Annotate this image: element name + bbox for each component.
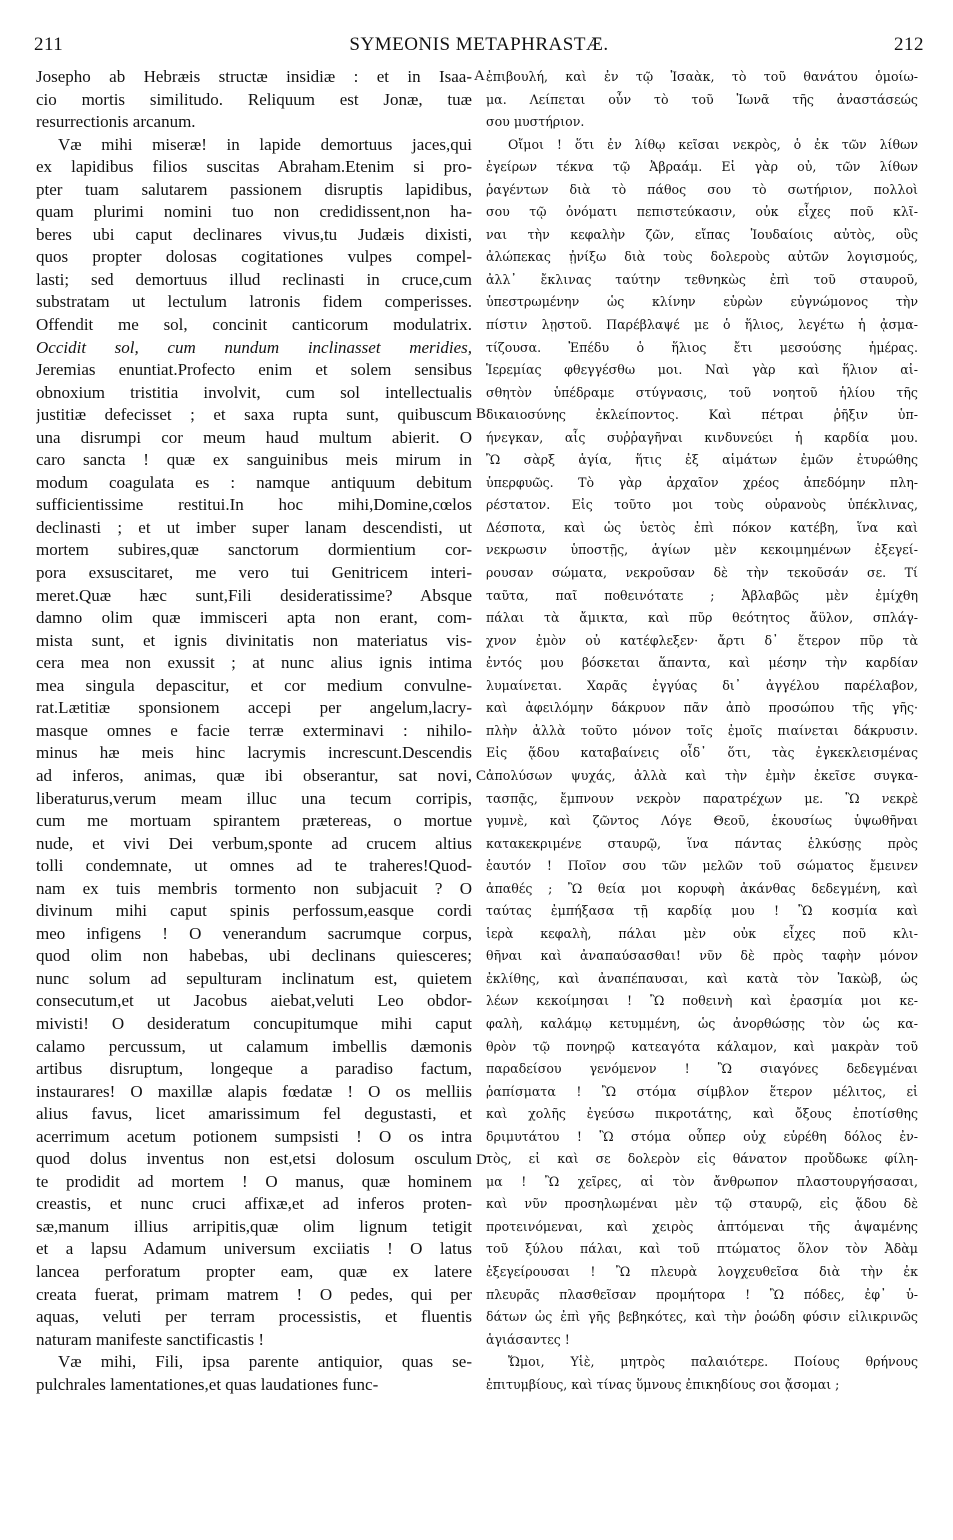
latin-text-line: declinasti ; et ut imber super lanam descendisti, ut [36, 517, 472, 537]
latin-text-line: divinum mihi caput spinis perfossum,easque cordi [36, 901, 472, 921]
latin-text-line: pora exsuscitaret, me vero tui Genitricem interi- [36, 563, 472, 583]
latin-text-line: obnoxium tristitia involvit, cum sol intellectualis [36, 382, 472, 402]
greek-text-line: καὶ ἀφειλόμην δάκρυον πᾶν ἀπὸ προσώπου τῆς γῆς· [486, 700, 918, 716]
latin-text-line: quod olim non habebas, ubi declinans quiesceres; [36, 946, 472, 966]
greek-text-line: ἐγείρων τέκνα τῷ Ἀβραάμ. Εἰ γὰρ οὐ, τῶν λίθων [486, 159, 918, 175]
latin-text-line: nam ex tuis membris tormento non subjacuit ? O [36, 878, 472, 898]
greek-text-line: ἀλλ᾽ ἔκλινας ταύτην τεθνηκὼς ἐπὶ τοῦ σταυροῦ, [486, 271, 918, 287]
greek-text-line: τὸς, εἰ καὶ σε δολερὸν εἰς θάνατον προὔδωκε φίλη- [486, 1151, 918, 1167]
latin-text-line: meret.Quæ hæc sunt,Fili desideratissime? Absque [36, 585, 472, 605]
greek-text-line: σθητὸν ὑπέδραμε στύγνασις, τοῦ νοητοῦ ἡλίου τῆς [486, 384, 918, 400]
latin-text-line: beres ubi caput declinares vivus,tu Judæis dixisti, [36, 224, 472, 244]
greek-text-line: ἑαυτόν ! Ποῖον σου τῶν μελῶν τοῦ σώματος ἔμεινεν [486, 858, 918, 874]
latin-text-line: acerrimum acetum potionem sumpsisti ! O os intra [36, 1126, 472, 1146]
greek-text-line: ἐντός μου βόσκεται ἅπαντα, καὶ μέσην τὴν καρδίαν [486, 655, 918, 671]
latin-text-line: et a lapsu Adamum universum exciiatis ! O latus [36, 1239, 472, 1259]
greek-text-line: γυμνὲ, καὶ ζῶντος Λόγε Θεοῦ, ἑκουσίως ὑψωθῆναι [486, 813, 918, 829]
greek-text-line: ἱερὰ κεφαλὴ, πάλαι μὲν οὐκ εἶχες ποῦ κλι- [486, 925, 918, 941]
latin-column [36, 66, 472, 1396]
greek-text-line: χνον ἐμὸν οὐ κατέφλεξεν· ἄρτι δ᾽ ἕτερον πῦρ τὰ [486, 632, 918, 648]
latin-text-line: sæ,manum illius arripitis,quæ olim lignum tetigit [36, 1216, 472, 1236]
greek-text-line: ὑπερφυῶς. Τὸ γὰρ ἀρχαῖον χρέος ἀπεδόμην πλη- [486, 474, 918, 490]
greek-text-line: προτεινόμεναι, καὶ χειρὸς ἀπτόμεναι τῆς ἁψαμένης [486, 1218, 918, 1234]
greek-text-line: ἐκλίθης, καὶ ἀναπέπαυσαι, καὶ κατὰ τὸν Ἰακὼβ, ὡς [486, 970, 918, 986]
greek-text-line: ὑπεστρωμένην ὡς κλίνην εὑρὼν εὐγνώμονος τὴν [486, 294, 918, 310]
latin-text-line: justitiæ defecisset ; et saxa rupta sunt, quibuscum [36, 405, 472, 425]
latin-text-line: lancea perforatum propter eam, quæ ex latere [36, 1261, 472, 1281]
latin-text-line: mista sunt, et ignis divinitatis non materiatus vis- [36, 630, 472, 650]
greek-text-line: πίστιν λῃστοῦ. Παρέβλαψέ με ὁ ἥλιος, λεγέτω ἡ ᾀσμα- [486, 317, 918, 333]
greek-text-line: ἐπιτυμβίους, καὶ τίνας ὕμνους ἐπικηδίους σοι ᾄσομαι ; [486, 1376, 840, 1392]
greek-text-line: ναι τὴν κεφαλὴν ζῶν, εἴπας Ἰουδαίοις αὐτὸς, οὓς [486, 226, 918, 242]
latin-text-line: quam plurimi nomini tuo non credidissent,non ha- [36, 202, 472, 222]
greek-text-line: σου τῷ ὀνόματι πεπιστεύκασιν, οὐκ εἶχες ποῦ κλῖ- [486, 204, 918, 220]
greek-text-line: Ὢ σὰρξ ἁγία, ἥτις ἐξ αἱμάτων ἐμῶν ἐτυρώθης [486, 452, 918, 468]
latin-text-line: sufficientissime restitui.In hoc mihi,Domine,cœlos [36, 495, 472, 515]
latin-text-line: tolli condemnate, ut omnes ad te traheres!Quod- [36, 856, 472, 876]
latin-text-line: nude, et vivi Dei verbum,sponte ad crucem altius [36, 833, 472, 853]
latin-text-line: ad inferos, animas, quæ ibi obserantur, sat novi, [36, 765, 472, 785]
greek-text-line: κατακεκριμένε σταυρῷ, ἵνα πάντας ἑλκύσῃς πρὸς [486, 835, 918, 851]
greek-column [486, 66, 918, 1396]
latin-text-line: resurrectionis arcanum. [36, 112, 196, 132]
greek-text-line: τίζουσα. Ἐπέδυ ὁ ἥλιος ἔτι μεσούσης ἡμέρας. [486, 339, 918, 355]
latin-text-line: mea singula depascitur, et cor medium convulne- [36, 675, 472, 695]
latin-text-line: cera mea non exussit ; at nunc alius ignis intima [36, 653, 472, 673]
greek-text-line: Δέσποτα, καὶ ὡς ὑετὸς ἐπὶ πόκον κατέβη, ἵνα καὶ [486, 519, 918, 535]
greek-text-line: Ὤμοι, Υἱὲ, μητρὸς παλαιότερε. Ποίους θρήνους [508, 1354, 918, 1370]
latin-text-line: consecutum,et ut Jacobus aiebat,veluti Leo obdor- [36, 991, 472, 1011]
latin-text-line: substratam ut lectulum latronis fidem comperisses. [36, 292, 472, 312]
latin-text-line: Væ mihi, Fili, ipsa parente antiquior, quas se- [58, 1352, 472, 1372]
margin-marker-c: C [476, 768, 487, 784]
greek-text-line: πλὴν ἀλλὰ τοῦτο μόνον τοῖς ἐμοῖς πιαίνεται δάκρυσιν. [486, 722, 918, 738]
page-number-left: 211 [34, 34, 64, 55]
latin-text-line: alius favus, licet amarissimum fel degustasti, et [36, 1104, 472, 1124]
latin-text-line: cum me mortuam spirantem prætereas, o mortue [36, 811, 472, 831]
latin-text-line: naturam manifeste sanctificastis ! [36, 1329, 264, 1349]
latin-text-line: minus hæ meis hinc lacrymis increscunt.Descendis [36, 743, 472, 763]
greek-text-line: δάτων ὡς ἐπὶ γῆς βεβηκότες, καὶ τὴν ῥοώδη φύσιν εἰλικρινῶς [486, 1309, 918, 1325]
greek-text-line: παραδείσου γενόμενον ! Ὢ σιαγόνες δεδεγμέναι [486, 1061, 918, 1077]
greek-text-line: ρέστατον. Εἰς τοῦτο μοι τοὺς οὐρανοὺς ὑπέκλινας, [486, 497, 918, 513]
latin-text-line: una disrumpi cor meum haud multum abierit. O [36, 427, 472, 447]
latin-text-line: modum coagulata es : namque antiquum debitum [36, 472, 472, 492]
greek-text-line: θῆναι καὶ ἀναπαύσασθαι! νῦν δὲ πρὸς ταφὴν μόνον [486, 948, 918, 964]
greek-text-line: ἀπολύσων ψυχάς, ἀλλὰ καὶ τὴν ἐμὴν ἐκεῖσε συγκα- [486, 767, 918, 783]
greek-text-line: δριμυτάτου ! Ὢ στόμα οὗπερ οὐχ εὑρέθη δόλος ἐν- [486, 1128, 918, 1144]
greek-text-line: τοῦ ξύλου πάλαι, καὶ τοῦ πτώματος ὅλον τὸν Ἀδὰμ [486, 1241, 918, 1257]
greek-text-line: μα. Λείπεται οὖν τὸ τοῦ Ἰωνᾶ τῆς ἀναστάσεώς [486, 91, 918, 107]
latin-text-line: cio mortis similitudo. Reliquum est Jonæ, tuæ [36, 89, 472, 109]
latin-text-line: calamo percussum, ut calamum imbellis dæmonis [36, 1036, 472, 1056]
latin-text-line: Jeremias enuntiat.Profecto enim et solem sensibus [36, 360, 472, 380]
margin-marker-d: D [476, 1152, 487, 1168]
latin-text-line: caro sancta ! quæ ex sanguinibus meis mirum in [36, 450, 472, 470]
greek-text-line: ῥαγέντων διὰ τὸ πάθος σου τὸ σωτήριον, πολλοὶ [486, 181, 918, 197]
greek-text-line: ρουσαν σώματα, νεκροῦσαν δὲ τὴν τεκοῦσάν σε. Τί [486, 565, 918, 581]
greek-text-line: μα ! Ὢ χεῖρες, αἱ τὸν ἄνθρωπον πλαστουργήσασαι, [486, 1173, 918, 1189]
greek-text-line: ήνεγκαν, αἷς συῤῥαγῆναι κινδυνεύει ἡ καρδία μου. [486, 429, 918, 445]
running-head [34, 34, 924, 58]
latin-text-line: Offendit me sol, concinit canticorum modulatrix. [36, 315, 472, 335]
latin-text-line: pulchrales lamentationes,et quas laudationes func- [36, 1374, 379, 1394]
latin-text-line: Occidit sol, cum nundum inclinasset meridies, [36, 337, 472, 357]
latin-text-line: rat.Lætitiæ sponsionem accepi per angelum,lacry- [36, 698, 472, 718]
greek-text-line: τασπᾷς, ἔμπνουν νεκρὸν παρατρέχων με. Ὢ νεκρὲ [486, 790, 918, 806]
latin-text-line: meo infigens ! O venerandum sacrumque corpus, [36, 923, 472, 943]
greek-text-line: καὶ νῦν προσηλωμέναι μὲν τῷ σταυρῷ, εἰς ᾅδου δὲ [486, 1196, 918, 1212]
greek-text-line: σου μυστήριον. [486, 114, 585, 130]
greek-text-line: λέων κεκοίμησαι ! Ὢ ποθεινὴ καὶ ἐρασμία μοι κε- [486, 993, 918, 1009]
latin-text-line: liberaturus,verum meam illuc una tecum corripis, [36, 788, 472, 808]
margin-marker-b: B [476, 406, 487, 422]
latin-text-line: creastis, et nunc cruci affixæ,et ad inferos proten- [36, 1194, 472, 1214]
latin-text-line: pter tuam salutarem passionem disruptis lapidibus, [36, 179, 472, 199]
latin-text-line: Væ mihi miseræ! in lapide demortuus jaces,qui [58, 134, 472, 154]
latin-text-line: artibus disruptum, longeque a paradiso factum, [36, 1059, 472, 1079]
latin-text-line: masque omnes e facie terræ exterminavi : nihilo- [36, 720, 472, 740]
latin-text-line: Josepho ab Hebræis structæ insidiæ : et in Isaa- [36, 67, 472, 86]
greek-text-line: ἀλώπεκας ᾐνίξω διὰ τοὺς δολεροὺς αὐτῶν λογισμούς, [486, 249, 918, 265]
greek-text-line: πλευρᾶς πλασθεῖσαν προμήτορα ! Ὢ πόδες, ἐφ᾽ ὑ- [486, 1286, 918, 1302]
latin-text-line: instaurares! O maxillæ alapis fœdatæ ! O os melliis [36, 1081, 472, 1101]
greek-text-line: ἐπιβουλή, καὶ ἐν τῷ Ἰσαὰκ, τὸ τοῦ θανάτου ὁμοίω- [486, 69, 918, 84]
latin-text-line: lasti; sed demortuus illud reclinasti in cruce,cum [36, 269, 472, 289]
latin-text-line: ex lapidibus filios suscitas Abraham.Etenim si pro- [36, 157, 472, 177]
latin-text-line: quos propter dolosas cogitationes vulpes compel- [36, 247, 472, 267]
greek-text-line: φαλὴ, καλάμῳ κετυμμένη, ὡς ἀνορθώσῃς τὸν ὡς κα- [486, 1015, 918, 1031]
greek-text-line: λυμαίνεται. Χαρᾶς ἐγγύας δι᾽ ἀγγέλου παρέλαβον, [486, 677, 918, 693]
greek-text-line: θρὸν τῷ πονηρῷ κατεαγότα κάλαμον, καὶ μακρὰν τοῦ [486, 1038, 918, 1054]
greek-text-line: ῥαπίσματα ! Ὢ στόμα σίμβλον ἕτερον μέλιτος, εἰ [486, 1083, 918, 1099]
greek-text-line: ἁγιάσαντες ! [486, 1331, 570, 1347]
latin-text-line: aquas, veluti per terram processistis, et fluentis [36, 1307, 472, 1327]
latin-text-line: quod dolus inventus non est,etsi dolosum osculum [36, 1149, 472, 1169]
page-number-right: 212 [894, 34, 924, 55]
greek-text-line: καὶ χολῆς ἐγεύσω πικροτάτης, καὶ ὄξους ἐποτίσθης [486, 1106, 918, 1122]
greek-text-line: Οἴμοι ! ὅτι ἐν λίθῳ κεῖσαι νεκρὸς, ὁ ἐκ τῶν λίθων [508, 136, 918, 152]
greek-text-line: ἀπαθές ; Ὢ θεία μοι κορυφὴ ἀκάνθας δεδεγμένη, καὶ [486, 880, 918, 896]
latin-text-line: nunc solum ad sepulturam inclinatum est, quietem [36, 968, 472, 988]
greek-text-line: Ἱερεμίας φθεγγέσθω μοι. Ναὶ γὰρ καὶ ἥλιον αἰ- [486, 362, 918, 378]
latin-text-line: creata fuerat, primam matrem ! O pedes, qui per [36, 1284, 472, 1304]
running-title: SYMEONIS METAPHRASTÆ. [349, 34, 609, 55]
greek-text-line: ταῦτα, παῖ ποθεινότατε ; Ἀβλαβῶς μὲν ἐμίχθη [486, 587, 918, 603]
latin-text-line: mivisti! O desideratum concupitumque mihi caput [36, 1013, 472, 1033]
latin-text-line: damno olim quæ immisceri apta non erant, com- [36, 608, 472, 628]
greek-text-line: ταύτας ἐμπήξασα τῇ καρδίᾳ μου ! Ὢ κοσμία καὶ [486, 903, 918, 919]
greek-text-line: πάλαι τὰ ἄμικτα, καὶ πῦρ θεότητος ἄϋλον, σπλάγ- [486, 610, 918, 626]
latin-text-line: te prodidit ad mortem ! O manus, quæ hominem [36, 1171, 472, 1191]
greek-text-line: νεκρωσιν ὑποστῇς, ἁγίων μὲν κεκοιμημένων ἐξεγεί- [486, 542, 918, 558]
greek-text-line: ἐξεγείρουσαι ! Ὢ πλευρὰ λογχευθεῖσα διὰ τὴν ἐκ [486, 1263, 918, 1279]
greek-text-line: Εἰς ᾅδου καταβαίνεις οἶδ᾽ ὅτι, τὰς ἐγκεκλεισμένας [486, 745, 918, 761]
greek-text-line: δικαιοσύνης ἐκλείποντος. Καὶ πέτραι ῥῆξιν ὑπ- [486, 407, 918, 423]
margin-marker-a: A [474, 68, 485, 84]
latin-text-line: mortem subires,quæ sanctorum dormientium cor- [36, 540, 472, 560]
